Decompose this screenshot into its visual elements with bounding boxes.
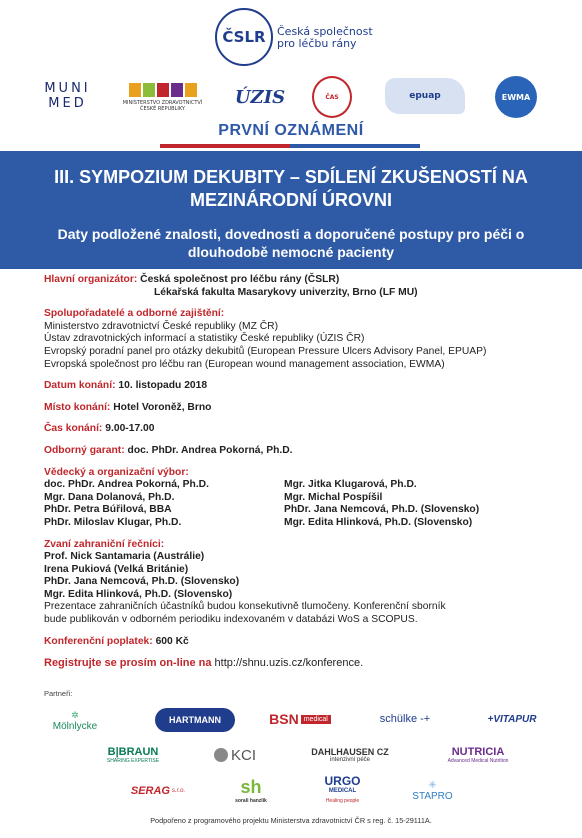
committee-right	[284, 479, 564, 529]
fee-row	[44, 636, 564, 649]
kci-logo	[205, 742, 265, 768]
registration-link[interactable]: http://shnu.uzis.cz/konference.	[214, 657, 364, 670]
molnlycke-text: Mölnlycke	[52, 721, 98, 732]
uzis-logo: ÚZIS	[234, 86, 286, 108]
stapro-logo	[400, 776, 465, 806]
committee-member: Mgr. Edita Hlinková, Ph.D. (Slovensko)	[284, 516, 473, 528]
coorganizer-item: Ústav zdravotnických informací a statistiky České republiky (ÚZIS ČR)	[44, 333, 365, 345]
funding-footer: Podpořeno z programového projektu Ministerstva zdravotnictví ČR s reg. č. 15-29111A.	[150, 816, 432, 825]
guarantor-value: doc. PhDr. Andrea Pokorná, Ph.D.	[127, 444, 293, 456]
sorali-hanzlik-logo	[228, 774, 274, 806]
flag-stripe	[0, 144, 582, 148]
partners-label: Partneři:	[44, 689, 73, 698]
epuap-logo: epuap	[385, 78, 465, 114]
date-value: 10. listopadu 2018	[118, 380, 208, 392]
coorganizer-item: Ministerstvo zdravotnictví České republiky (MZ ČR)	[44, 320, 279, 332]
date-label: Datum konání:	[44, 380, 116, 392]
institution-logos	[40, 76, 550, 118]
committee-member: Mgr. Jitka Klugarová, Ph.D.	[284, 479, 417, 491]
committee-columns	[44, 479, 564, 529]
announcement-heading: PRVNÍ OZNÁMENÍ	[218, 122, 364, 139]
muni-line1: MUNI	[44, 81, 91, 96]
committee-member: PhDr. Miloslav Klugar, Ph.D.	[44, 516, 182, 528]
nutricia-text: NUTRICIA	[451, 746, 505, 758]
urgo-logo	[305, 776, 380, 806]
molnlycke-logo	[40, 708, 110, 734]
date-row	[44, 380, 564, 393]
bbraun-sub: SHARING EXPERTISE	[106, 758, 160, 764]
serag-logo	[118, 780, 198, 802]
symposium-title: III. SYMPOZIUM DEKUBITY – SDÍLENÍ ZKUŠENOSTÍ NA MEZINÁRODNÍ ÚROVNI	[54, 167, 528, 210]
bsn-sub: medical	[301, 715, 331, 724]
committee-label: Vědecký a organizační výbor:	[44, 466, 189, 478]
mz-block-orange	[129, 83, 141, 97]
mz-block-green	[143, 83, 155, 97]
urgo-sub: MEDICAL	[328, 788, 357, 794]
cas-logo: ČAS	[312, 76, 352, 118]
registration-text: Registrujte se prosím on-line na	[44, 657, 212, 670]
hartmann-logo: HARTMANN	[155, 708, 235, 732]
nutricia-logo	[438, 742, 518, 768]
stapro-star-icon: ✳	[428, 780, 437, 791]
bbraun-logo	[98, 742, 168, 768]
mz-block-red	[157, 83, 169, 97]
kci-text: KCI	[230, 746, 256, 764]
dahlhausen-sub: intenzivní péče	[329, 757, 371, 763]
place-row	[44, 402, 564, 415]
organizer-label: Hlavní organizátor:	[44, 274, 138, 285]
coorganizer-item: Evropská společnost pro léčbu ran (European wound management association, EWMA)	[44, 358, 445, 370]
committee-member: PhDr. Jana Nemcová, Ph.D. (Slovensko)	[284, 504, 480, 516]
event-details	[44, 274, 564, 670]
speaker-item: Mgr. Edita Hlinková, Ph.D. (Slovensko)	[44, 588, 233, 600]
fee-value: 600 Kč	[155, 635, 189, 647]
cslr-org-name: Česká společnost pro léčbu rány	[277, 25, 373, 50]
title-banner	[0, 151, 582, 269]
molnlycke-dots-icon: ✲	[71, 710, 79, 720]
place-label: Místo konání:	[44, 401, 111, 413]
muni-med-logo	[40, 80, 95, 112]
bsn-text: BSN	[269, 711, 299, 727]
committee-member: PhDr. Petra Búřilová, BBA	[44, 504, 172, 516]
nutricia-sub: Advanced Medical Nutrition	[447, 758, 509, 764]
vitapur-logo: +VITAPUR	[487, 713, 537, 725]
organizer-row	[44, 274, 564, 287]
bsn-logo	[255, 708, 345, 730]
registration-row	[44, 657, 564, 670]
mz-block-purple	[171, 83, 183, 97]
speaker-item: Prof. Nick Santamaria (Austrálie)	[44, 551, 205, 563]
cslr-logo	[215, 8, 375, 70]
organizer-line2: Lékařská fakulta Masarykovy univerzity, Brno (LF MU)	[154, 286, 418, 298]
kci-circle-icon	[214, 748, 228, 762]
organizer-line1: Česká společnost pro léčbu rány (ČSLR)	[140, 274, 340, 285]
mz-logo-blocks	[129, 83, 197, 97]
coorganizers-label: Spolupořadatelé a odborné zajištění:	[44, 308, 225, 320]
partner-logos	[0, 700, 582, 810]
urgo-text: URGO	[324, 774, 361, 788]
time-row	[44, 423, 564, 436]
schulke-logo: schülke -+	[379, 713, 431, 725]
cslr-logo-circle: ČSLR	[215, 8, 273, 66]
sh-sub: sorali hanzlik	[235, 797, 267, 804]
mz-block-orange-2	[185, 83, 197, 97]
time-label: Čas konání:	[44, 423, 103, 435]
stripe-red	[160, 144, 290, 148]
bbraun-text: B|BRAUN	[107, 746, 159, 758]
serag-text: SERAG	[130, 785, 170, 797]
coorganizer-item: Evropský poradní panel pro otázky dekubitů (European Pressure Ulcers Advisory Panel, EPUAP)	[44, 345, 487, 357]
dahlhausen-text: DAHLHAUSEN CZ	[311, 747, 389, 757]
mz-logo-text: MINISTERSTVO ZDRAVOTNICTVÍ ČESKÉ REPUBLIKY	[122, 99, 203, 112]
muni-line2: MED	[48, 96, 87, 111]
speakers-note-2: bude publikován v odborném periodiku indexovaném v databázi WoS a SCOPUS.	[44, 614, 418, 626]
mz-cr-logo	[120, 76, 205, 118]
dahlhausen-logo	[295, 742, 405, 768]
speaker-item: Irena Pukiová (Velká Británie)	[44, 563, 189, 575]
serag-sub: s.r.o.	[172, 788, 186, 794]
ewma-logo: EWMA	[495, 76, 537, 118]
committee-member: Mgr. Dana Dolanová, Ph.D.	[44, 491, 175, 503]
sh-text: sh	[240, 776, 262, 797]
guarantor-row	[44, 445, 564, 458]
guarantor-label: Odborný garant:	[44, 444, 125, 456]
committee-left	[44, 479, 284, 529]
committee-member: doc. PhDr. Andrea Pokorná, Ph.D.	[44, 479, 209, 491]
stapro-text: STAPRO	[412, 791, 453, 802]
fee-label: Konferenční poplatek:	[44, 635, 153, 647]
symposium-subtitle: Daty podložené znalosti, dovednosti a doporučené postupy pro péči o dlouhodobě nemocné pacienty	[57, 226, 525, 260]
speaker-item: PhDr. Jana Nemcová, Ph.D. (Slovensko)	[44, 576, 240, 588]
place-value: Hotel Voroněž, Brno	[113, 401, 212, 413]
committee-member: Mgr. Michal Pospíšil	[284, 491, 383, 503]
urgo-tag: Healing people	[325, 798, 360, 804]
speakers-label: Zvaní zahraniční řečníci:	[44, 538, 165, 550]
speakers-note-1: Prezentace zahraničních účastníků budou konsekutivně tlumočeny. Konferenční sborník	[44, 601, 446, 613]
time-value: 9.00-17.00	[105, 423, 155, 435]
stripe-blue	[290, 144, 420, 148]
